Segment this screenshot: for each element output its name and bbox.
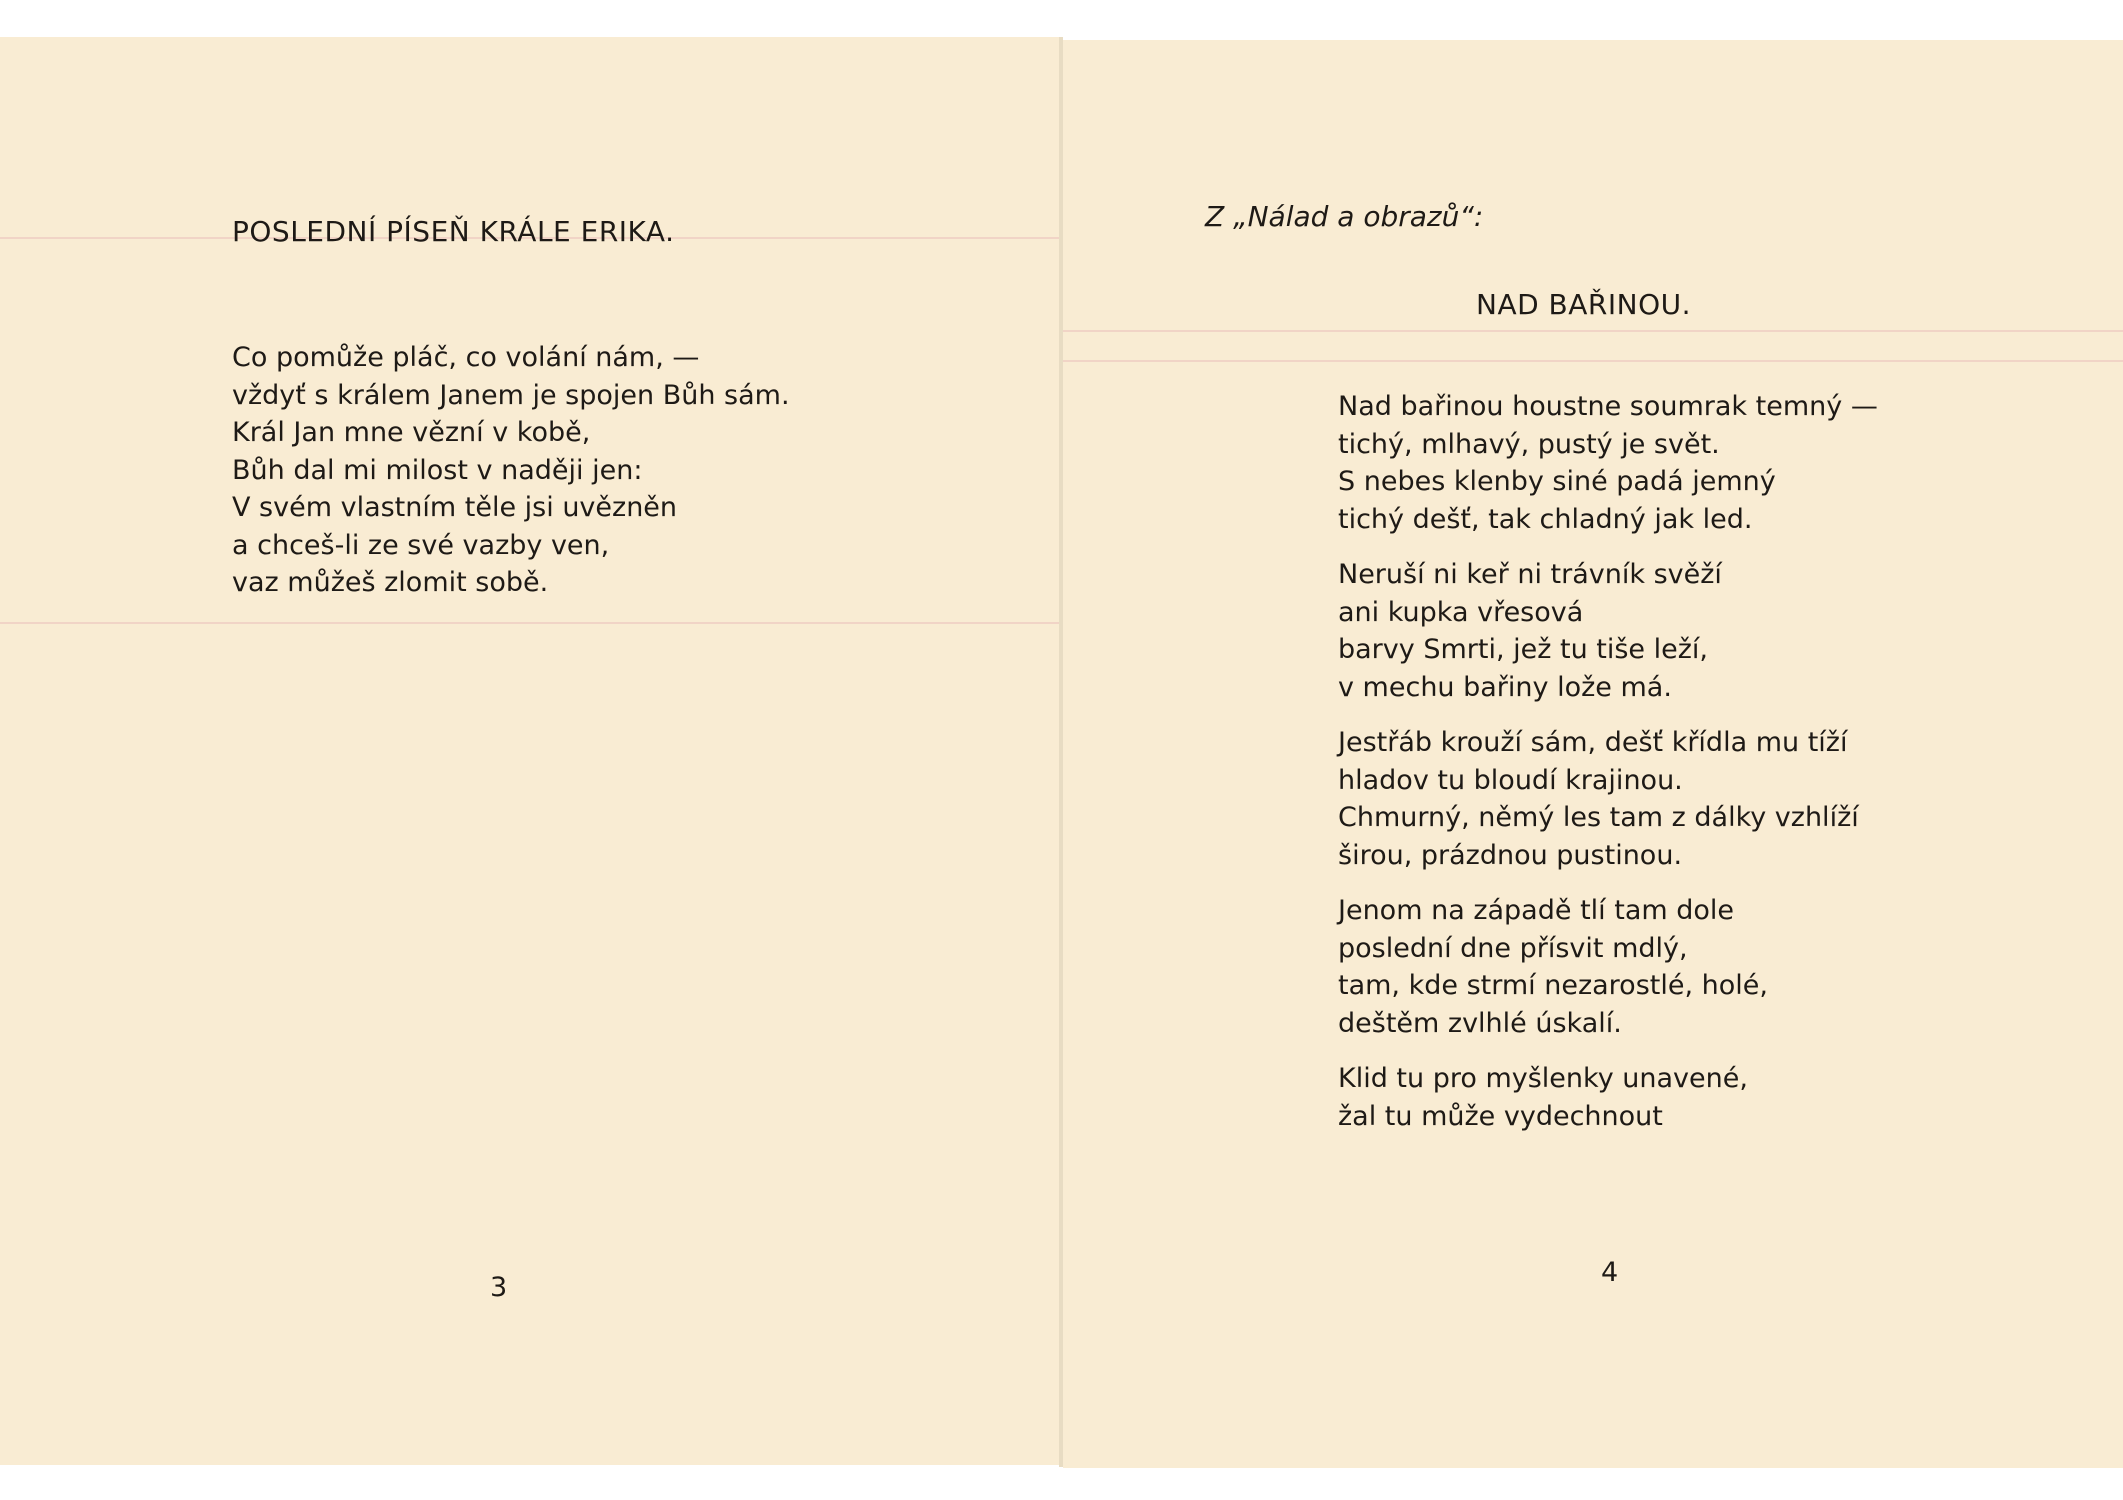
verse-line: vždyť s králem Janem je spojen Bůh sám.	[232, 379, 790, 411]
stanza	[1338, 1060, 1878, 1135]
faint-rule	[0, 622, 1059, 624]
verse-line: tam, kde strmí nezarostlé, holé,	[1338, 970, 1768, 1001]
verse-line: Jenom na západě tlí tam dole	[1338, 895, 1735, 926]
page-number: 4	[1601, 1257, 1619, 1288]
verse-line: Co pomůže pláč, co volání nám, —	[232, 342, 700, 373]
left-page	[0, 37, 1059, 1465]
verse-line: Bůh dal mi milost v naději jen:	[232, 454, 643, 486]
page-number: 3	[490, 1272, 508, 1303]
verse-line: hladov tu bloudí krajinou.	[1338, 764, 1683, 796]
poem-title: POSLEDNÍ PÍSEŇ KRÁLE ERIKA.	[232, 215, 675, 248]
faint-rule	[1063, 360, 2123, 362]
verse-line: Neruší ni keř ni trávník svěží	[1338, 559, 1722, 590]
verse-line: a chceš-li ze své vazby ven,	[232, 529, 610, 561]
poem-body	[1338, 388, 1878, 1153]
verse-line: Jestřáb krouží sám, dešť křídla mu tíží	[1338, 727, 1848, 758]
stanza	[1338, 724, 1878, 874]
poem-body	[232, 339, 790, 602]
verse-line: tichý dešť, tak chladný jak led.	[1338, 503, 1753, 535]
verse-line: Klid tu pro myšlenky unavené,	[1338, 1063, 1748, 1094]
verse-line: Nad bařinou houstne soumrak temný —	[1338, 391, 1878, 422]
verse-line: ani kupka vřesová	[1338, 596, 1584, 628]
verse-line: poslední dne přísvit mdlý,	[1338, 932, 1688, 964]
verse-line: S nebes klenby siné padá jemný	[1338, 466, 1776, 497]
verse-line: žal tu může vydechnout	[1338, 1100, 1663, 1132]
verse-line: deštěm zvlhlé úskalí.	[1338, 1007, 1622, 1039]
section-label: Z „Nálad a obrazů“:	[1205, 200, 1484, 233]
verse-line: Chmurný, němý les tam z dálky vzhlíží	[1338, 802, 1859, 833]
verse-line: barvy Smrti, jež tu tiše leží,	[1338, 634, 1708, 665]
stanza	[1338, 556, 1878, 706]
stanza	[1338, 892, 1878, 1042]
verse-line: širou, prázdnou pustinou.	[1338, 839, 1683, 871]
faint-rule	[1063, 330, 2123, 332]
verse-line: Král Jan mne vězní v kobě,	[232, 417, 591, 448]
poem-title: NAD BAŘINOU.	[1476, 288, 1692, 321]
verse-line: vaz můžeš zlomit sobě.	[232, 567, 549, 598]
verse-line: V svém vlastním těle jsi uvězněn	[232, 492, 678, 523]
verse-line: tichý, mlhavý, pustý je svět.	[1338, 428, 1720, 460]
verse-line: v mechu bařiny lože má.	[1338, 671, 1672, 703]
right-page	[1063, 40, 2123, 1468]
stanza	[1338, 388, 1878, 538]
